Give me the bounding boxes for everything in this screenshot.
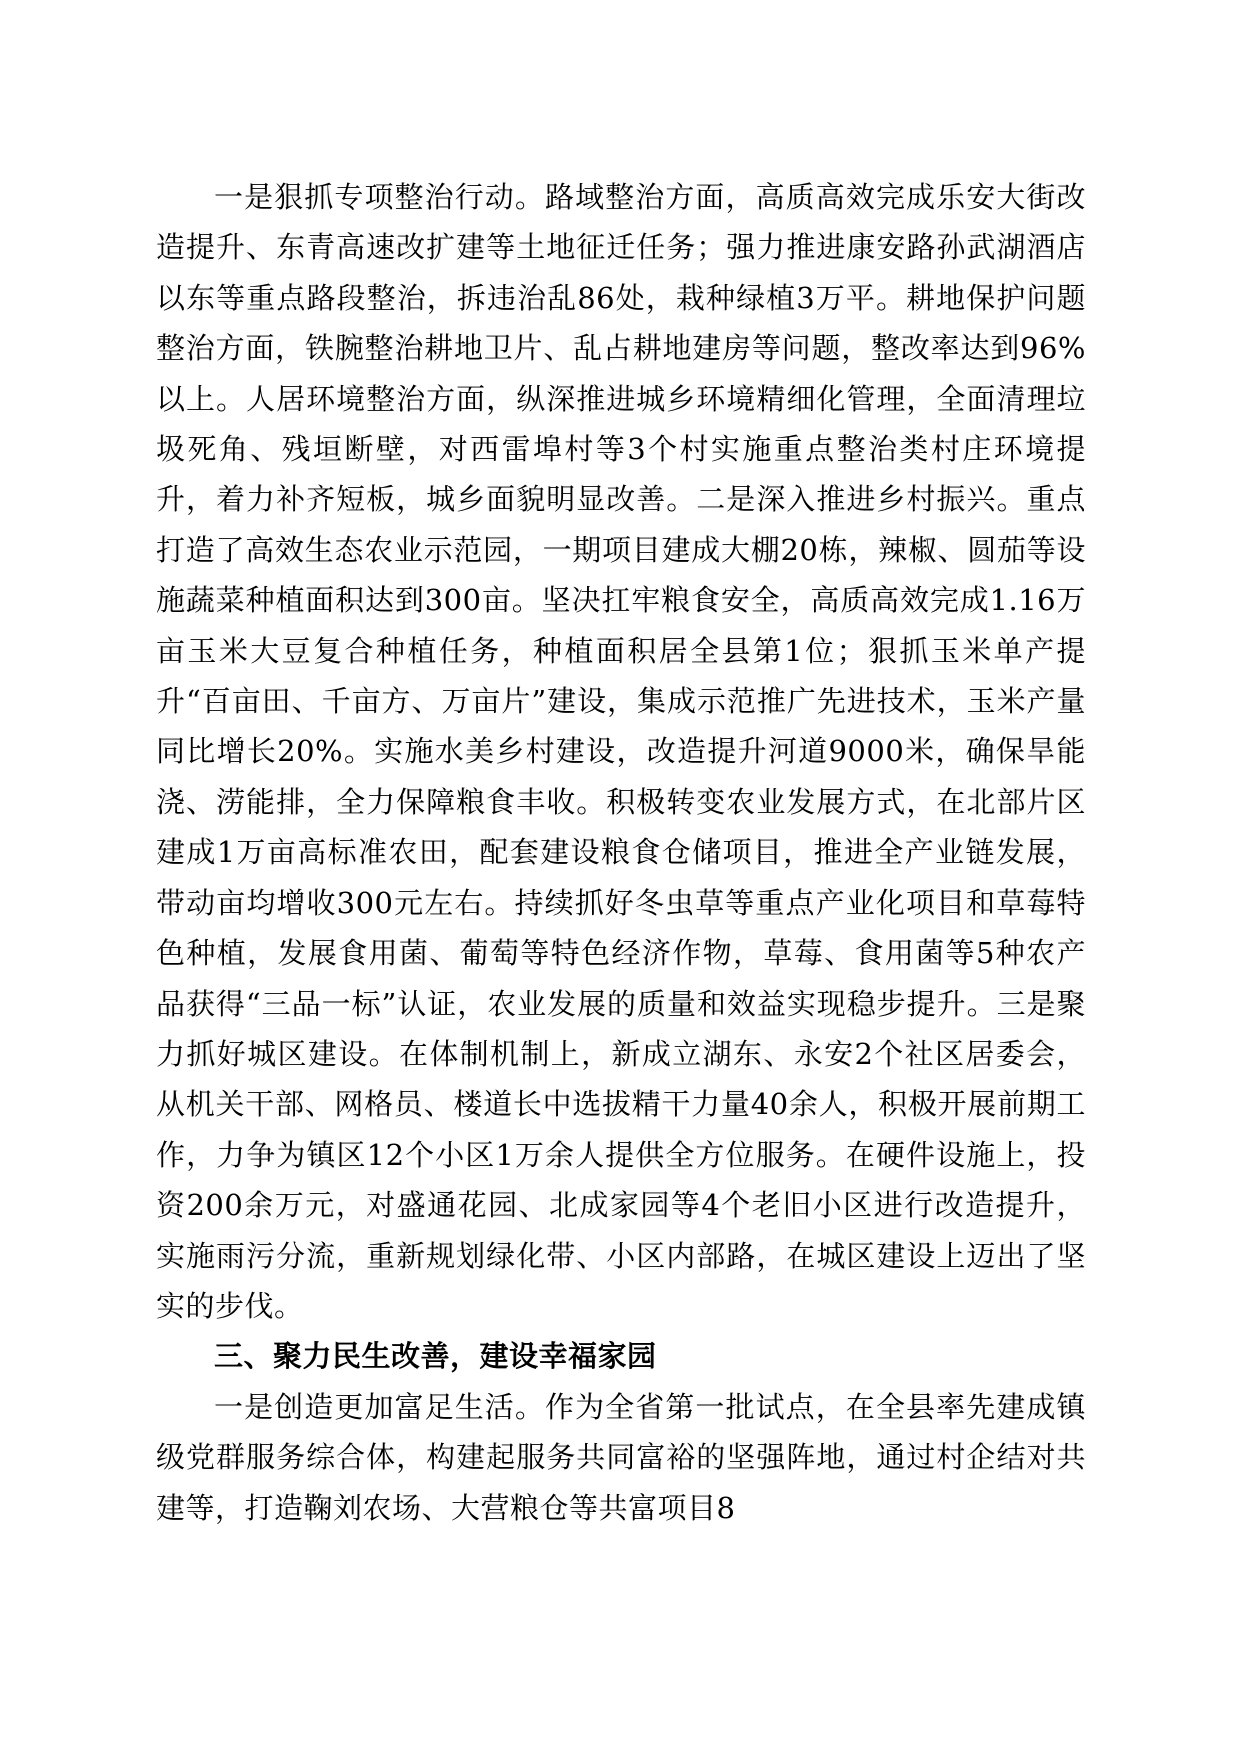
body-paragraph-rural-urban: 一是狠抓专项整治行动。路域整治方面，高质高效完成乐安大街改造提升、东青高速改扩建等土地征迁任务；强力推进康安路孙武湖酒店以东等重点路段整治，拆违治乱86处，栽种绿植3万平。耕地保护问题整治方面，铁腕整治耕地卫片、乱占耕地建房等问题，整改率达到96%以上。人居环境整治方面，纵深推进城乡环境精细化管理，全面清理垃圾死角、残垣断壁，对西雷埠村等3个村实施重点整治类村庄环境提升，着力补齐短板，城乡面貌明显改善。二是深入推进乡村振兴。重点打造了高效生态农业示范园，一期项目建成大棚20栋，辣椒、圆茄等设施蔬菜种植面积达到300亩。坚决扛牢粮食安全，高质高效完成1.16万亩玉米大豆复合种植任务，种植面积居全县第1位；狠抓玉米单产提升“百亩田、千亩方、万亩片”建设，集成示范推广先进技术，玉米产量同比增长20%。实施水美乡村建设，改造提升河道9000米，确保旱能浇、涝能排，全力保障粮食丰收。积极转变农业发展方式，在北部片区建成1万亩高标准农田，配套建设粮食仓储项目，推进全产业链发展，带动亩均增收300元左右。持续抓好冬虫草等重点产业化项目和草莓特色种植，发展食用菌、葡萄等特色经济作物，草莓、食用菌等5种农产品获得“三品一标”认证，农业发展的质量和效益实现稳步提升。三是聚力抓好城区建设。在体制机制上，新成立湖东、永安2个社区居委会，从机关干部、网格员、楼道长中选拔精干力量40余人，积极开展前期工作，力争为镇区12个小区1万余人提供全方位服务。在硬件设施上，投资200余万元，对盛通花园、北成家园等4个老旧小区进行改造提升，实施雨污分流，重新规划绿化带、小区内部路，在城区建设上迈出了坚实的步伐。 xyxy=(156,180,1086,1323)
section-heading-livelihood: 三、聚力民生改善，建设幸福家园 xyxy=(214,1339,657,1374)
body-paragraph-prosperity: 一是创造更加富足生活。作为全省第一批试点，在全县率先建成镇级党群服务综合体，构建起服务共同富裕的坚强阵地，通过村企结对共建等，打造鞠刘农场、大营粮仓等共富项目8 xyxy=(156,1389,1086,1525)
document-page xyxy=(156,172,1086,1533)
